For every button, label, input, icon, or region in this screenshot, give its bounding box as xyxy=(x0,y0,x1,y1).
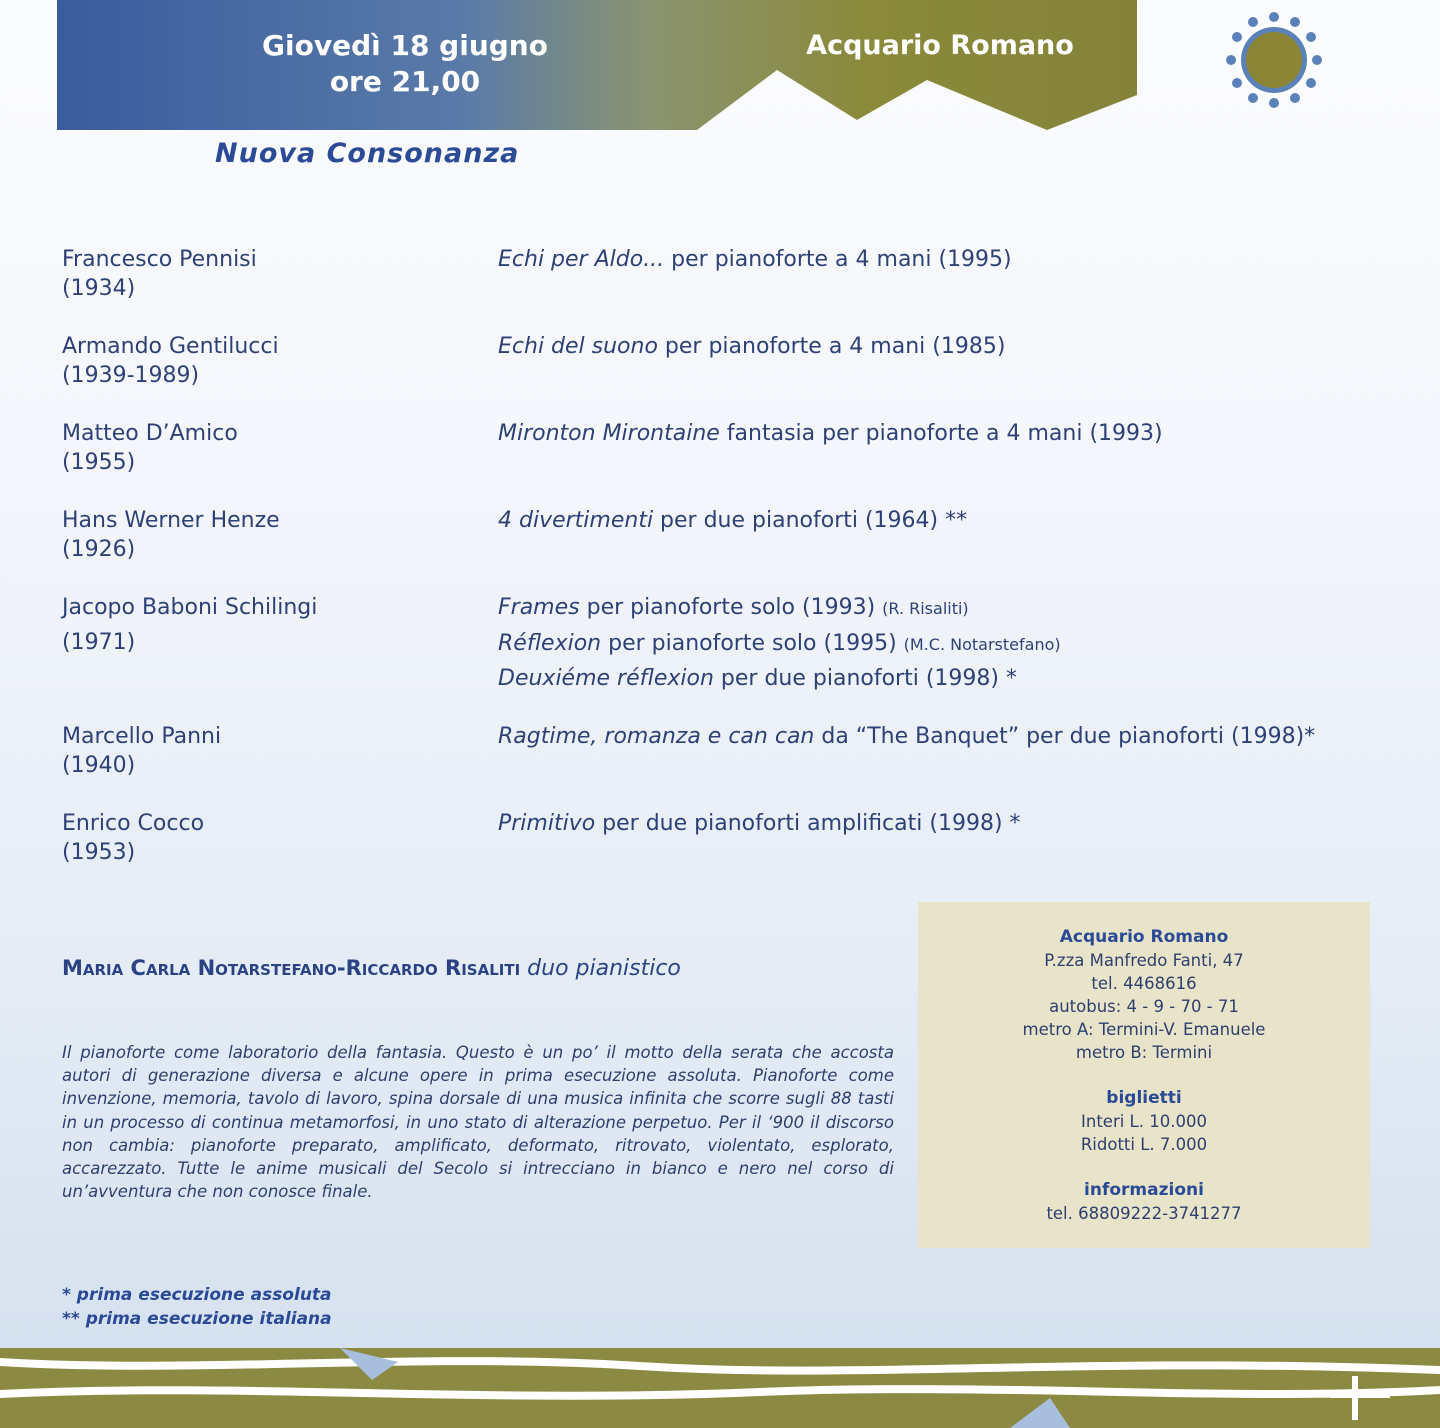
event-date-day: Giovedì 18 giugno xyxy=(262,29,548,62)
performer-role: duo pianistico xyxy=(527,956,681,981)
composer-entry xyxy=(62,506,280,564)
work-entry xyxy=(498,332,1005,361)
work-title: Deuxiéme réflexion xyxy=(498,666,714,691)
work-title: 4 divertimenti xyxy=(498,508,654,533)
composer-name: Hans Werner Henze xyxy=(62,508,280,533)
metro-b: metro B: Termini xyxy=(1075,1043,1213,1062)
composer-years: (1934) xyxy=(62,276,136,301)
composer-name: Armando Gentilucci xyxy=(62,334,279,359)
tickets-heading: biglietti xyxy=(1106,1088,1182,1108)
work-performer: (R. Risaliti) xyxy=(882,599,969,618)
info-phone: tel. 68809222-3741277 xyxy=(1046,1204,1242,1223)
work-entry xyxy=(498,722,1315,751)
bottom-decorative-band xyxy=(0,1348,1440,1428)
metro-a: metro A: Termini-V. Emanuele xyxy=(1022,1020,1266,1039)
footnote-double-asterisk: ** prima esecuzione italiana xyxy=(62,1309,332,1329)
work-details: per due pianoforti (1964) ** xyxy=(653,508,968,533)
composer-entry xyxy=(62,809,204,867)
performer-names: Maria Carla Notarstefano-Riccardo Risaliti xyxy=(62,956,521,980)
work-entry xyxy=(498,664,1017,693)
event-title: Nuova Consonanza xyxy=(215,138,520,169)
venue-phone: tel. 4468616 xyxy=(1091,974,1197,993)
work-details: per pianoforte a 4 mani (1995) xyxy=(664,247,1012,272)
work-entry xyxy=(498,245,1012,274)
performers-line xyxy=(62,956,681,981)
composer-entry xyxy=(62,245,257,303)
work-title: Primitivo xyxy=(498,811,596,836)
work-details: per pianoforte solo (1995) xyxy=(601,631,904,656)
work-details: per due pianoforti (1998) * xyxy=(713,666,1017,691)
work-details: per due pianoforti amplificati (1998) * xyxy=(595,811,1021,836)
work-performer: (M.C. Notarstefano) xyxy=(903,635,1061,654)
ticket-reduced-price: Ridotti L. 7.000 xyxy=(1080,1135,1208,1154)
work-title: Frames xyxy=(498,595,580,620)
composer-entry xyxy=(62,593,317,657)
venue-info-box xyxy=(918,902,1370,1248)
composer-years: (1955) xyxy=(62,450,136,475)
composer-name: Matteo D’Amico xyxy=(62,421,238,446)
composer-name: Francesco Pennisi xyxy=(62,247,257,272)
work-entry xyxy=(498,629,1061,659)
work-title: Echi per Aldo... xyxy=(498,247,665,272)
composer-entry xyxy=(62,722,221,780)
composer-years: (1953) xyxy=(62,840,136,865)
work-title: Réflexion xyxy=(498,631,602,656)
info-heading: informazioni xyxy=(1084,1180,1204,1200)
work-title: Echi del suono xyxy=(498,334,658,359)
composer-entry xyxy=(62,419,238,477)
footnotes xyxy=(62,1283,332,1331)
venue-address: P.zza Manfredo Fanti, 47 xyxy=(1044,951,1244,970)
composer-years: (1940) xyxy=(62,753,136,778)
work-title: Mironton Mirontaine xyxy=(498,421,720,446)
work-details: fantasia per pianoforte a 4 mani (1993) xyxy=(719,421,1163,446)
composer-name: Jacopo Baboni Schilingi xyxy=(62,595,318,620)
program-description: Il pianoforte come laboratorio della fantasia. Questo è un po’ il motto della serata che accosta autori di generazione diversa e alcune opere in prima esecuzione assoluta. Pianoforte come invenzione, memoria, tavolo di lavoro, spina dorsale di una musica infinita che scorre sugli 88 tasti in un processo di continua metamorfosi, in uno stato di alterazione perpetuo. Per il ‘900 il discorso non cambia: pianoforte preparato, amplificato, deformato, ritrovato, violentato, esplorato, accarezzato. Tutte le anime musicali del Secolo si intrecciano in bianco e nero nel corso di un’avventura che non conosce finale. xyxy=(62,1043,894,1202)
composer-years: (1926) xyxy=(62,537,136,562)
bus-lines: autobus: 4 - 9 - 70 - 71 xyxy=(1049,997,1239,1016)
work-entry xyxy=(498,593,969,623)
sun-logo-icon xyxy=(1222,8,1326,112)
composer-name: Enrico Cocco xyxy=(62,811,205,836)
composer-years: (1939-1989) xyxy=(62,363,200,388)
ticket-full-price: Interi L. 10.000 xyxy=(1081,1112,1207,1131)
work-details: per pianoforte solo (1993) xyxy=(579,595,883,620)
footnote-single-asterisk: * prima esecuzione assoluta xyxy=(62,1285,332,1305)
composer-name: Marcello Panni xyxy=(62,724,222,749)
work-entry xyxy=(498,809,1021,838)
event-date-time: ore 21,00 xyxy=(329,65,481,98)
work-details: da “The Banquet” per due pianoforti (1998)* xyxy=(814,724,1316,749)
composer-years: (1971) xyxy=(62,630,136,655)
event-date xyxy=(230,28,580,100)
event-venue: Acquario Romano xyxy=(806,30,1074,61)
work-entry xyxy=(498,506,967,535)
work-entry xyxy=(498,419,1163,448)
work-details: per pianoforte a 4 mani (1985) xyxy=(657,334,1006,359)
venue-heading: Acquario Romano xyxy=(1059,927,1229,947)
composer-entry xyxy=(62,332,279,390)
work-title: Ragtime, romanza e can can xyxy=(498,724,815,749)
